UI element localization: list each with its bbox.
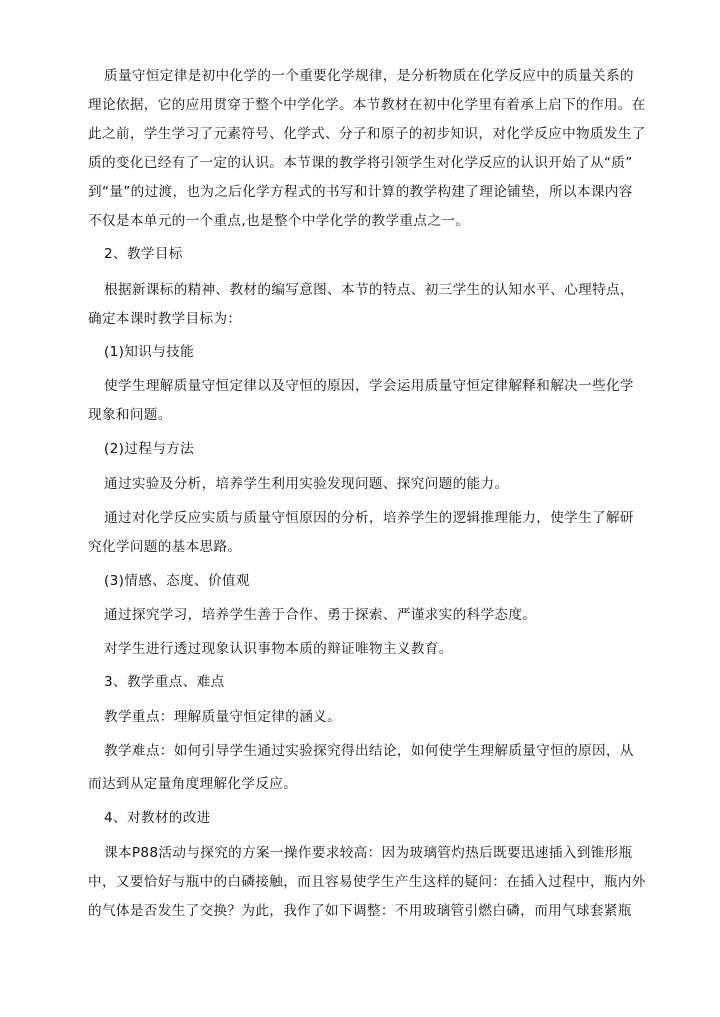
process-paragraph-2-line-2: 究化学问题的基本思路。	[88, 539, 242, 555]
objectives-intro-line-2: 确定本课时教学目标为：	[88, 311, 242, 327]
attitude-paragraph-2: 对学生进行透过现象认识事物本质的辩证唯物主义教育。	[104, 641, 453, 657]
improvement-line-3: 的气体是否发生了交换？为此，我作了如下调整：不用玻璃管引燃白磷，而用气球套紧瓶	[88, 903, 632, 919]
objectives-intro-line-1: 根据新课标的精神、教材的编写意图、本节的特点、初三学生的认知水平、心理特点，	[104, 282, 634, 298]
section-heading-improvement: 4、对教材的改进	[104, 810, 211, 826]
intro-line-6: 不仅是本单元的一个重点,也是整个中学化学的教学重点之一。	[88, 213, 470, 229]
subheading-process: (2)过程与方法	[104, 441, 195, 457]
section-heading-keypoints: 3、教学重点、难点	[104, 674, 225, 690]
key-point: 教学重点：理解质量守恒定律的涵义。	[104, 709, 342, 725]
intro-line-2: 理论依据，它的应用贯穿于整个中学化学。本节教材在初中化学里有着承上启下的作用。在	[88, 97, 646, 113]
difficult-point-line-1: 教学难点：如何引导学生通过实验探究得出结论，如何使学生理解质量守恒的原因，从	[104, 743, 634, 759]
intro-line-1: 质量守恒定律是初中化学的一个重要化学规律，是分析物质在化学反应中的质量关系的	[104, 68, 634, 84]
improvement-line-2: 中，又要恰好与瓶中的白磷接触，而且容易使学生产生这样的疑问：在插入过程中，瓶内外	[88, 874, 646, 890]
knowledge-line-1: 使学生理解质量守恒定律以及守恒的原因，学会运用质量守恒定律解释和解决一些化学	[104, 378, 634, 394]
improvement-line-1: 课本P88活动与探究的方案一操作要求较高：因为玻璃管灼热后既要迅速插入到锥形瓶	[104, 845, 633, 861]
knowledge-line-2: 现象和问题。	[88, 407, 172, 423]
section-heading-objectives: 2、教学目标	[104, 246, 183, 262]
subheading-attitude: (3)情感、态度、价值观	[104, 573, 250, 589]
attitude-paragraph-1: 通过探究学习，培养学生善于合作、勇于探索、严谨求实的科学态度。	[104, 607, 537, 623]
intro-line-5: 到“量”的过渡，也为之后化学方程式的书写和计算的教学构建了理论铺垫，所以本课内容	[88, 184, 633, 200]
difficult-point-line-2: 而达到从定量角度理解化学反应。	[88, 776, 298, 792]
intro-line-3: 此之前，学生学习了元素符号、化学式、分子和原子的初步知识，对化学反应中物质发生了	[88, 126, 646, 142]
intro-line-4: 质的变化已经有了一定的认识。本节课的教学将引领学生对化学反应的认识开始了从“质”	[88, 155, 633, 171]
subheading-knowledge: (1)知识与技能	[104, 344, 195, 360]
process-paragraph-1: 通过实验及分析，培养学生利用实验发现问题、探究问题的能力。	[104, 476, 509, 492]
process-paragraph-2-line-1: 通过对化学反应实质与质量守恒原因的分析，培养学生的逻辑推理能力，使学生了解研	[104, 510, 634, 526]
